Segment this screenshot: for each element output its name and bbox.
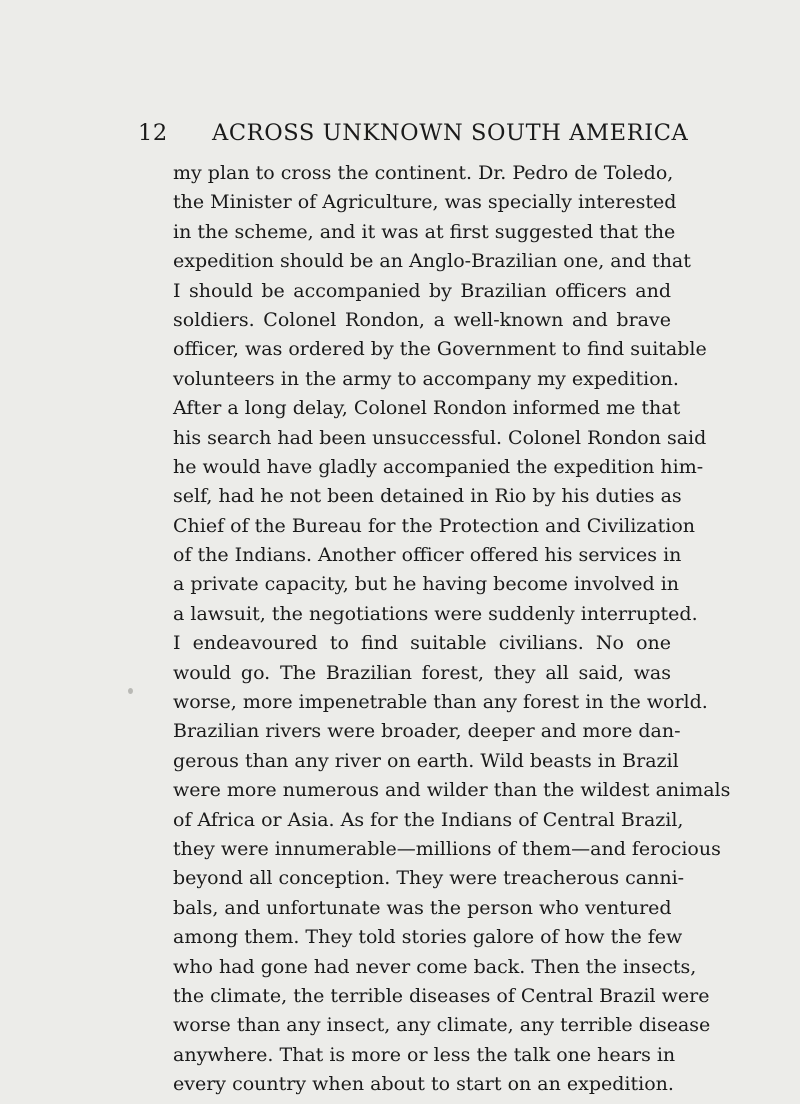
text-line: I should be accompanied by Brazilian officers and [173,279,671,302]
text-line: bals, and unfortunate was the person who ventured [173,896,672,919]
text-line: a private capacity, but he having become involved in [173,573,680,596]
text-line: who had gone had never come back. Then the insects, [173,955,697,978]
text-line: volunteers in the army to accompany my expedition. [173,367,679,390]
text-line: gerous than any river on earth. Wild beasts in Brazil [173,749,679,772]
text-line: After a long delay, Colonel Rondon informed me that [173,397,681,420]
text-line: worse, more impenetrable than any forest in the world. [173,691,708,714]
text-line: were more numerous and wilder than the wildest animals [173,779,731,802]
text-line: expedition should be an Anglo-Brazilian one, and that [173,250,691,273]
text-line: he would have gladly accompanied the expedition him- [173,455,704,478]
text-line: they were innumerable—millions of them—and ferocious [173,837,721,860]
text-line: I endeavoured to find suitable civilians. No one [173,632,671,655]
text-line: anywhere. That is more or less the talk one hears in [173,1043,676,1066]
text-line: officer, was ordered by the Government to find suitable [173,338,707,361]
text-line: worse than any insect, any climate, any terrible disease [173,1014,711,1037]
text-line: in the scheme, and it was at first suggested that the [173,220,676,243]
text-line: self, had he not been detained in Rio by his duties as [173,485,682,508]
text-line: of the Indians. Another officer offered his services in [173,544,682,567]
text-line: Brazilian rivers were broader, deeper and more dan- [173,720,681,743]
paper-speck [128,688,133,694]
page-number: 12 [138,120,168,146]
text-line: beyond all conception. They were treacherous canni- [173,867,685,890]
text-line: the climate, the terrible diseases of Central Brazil were [173,984,710,1007]
text-line: the Minister of Agriculture, was specially interested [173,191,677,214]
text-line: every country when about to start on an expedition. [173,1073,674,1096]
text-line: Chief of the Bureau for the Protection and Civilization [173,514,696,537]
text-line: soldiers. Colonel Rondon, a well-known and brave [173,308,671,331]
text-line: would go. The Brazilian forest, they all said, was [173,661,671,684]
text-line: of Africa or Asia. As for the Indians of Central Brazil, [173,808,684,831]
text-line: my plan to cross the continent. Dr. Pedro de Toledo, [173,162,674,184]
page-header [138,120,689,152]
body-text [173,159,731,1100]
running-title: ACROSS UNKNOWN SOUTH AMERICA [212,120,689,146]
text-line: a lawsuit, the negotiations were suddenly interrupted. [173,602,698,625]
text-line: his search had been unsuccessful. Colonel Rondon said [173,426,707,449]
text-line: among them. They told stories galore of how the few [173,926,683,949]
